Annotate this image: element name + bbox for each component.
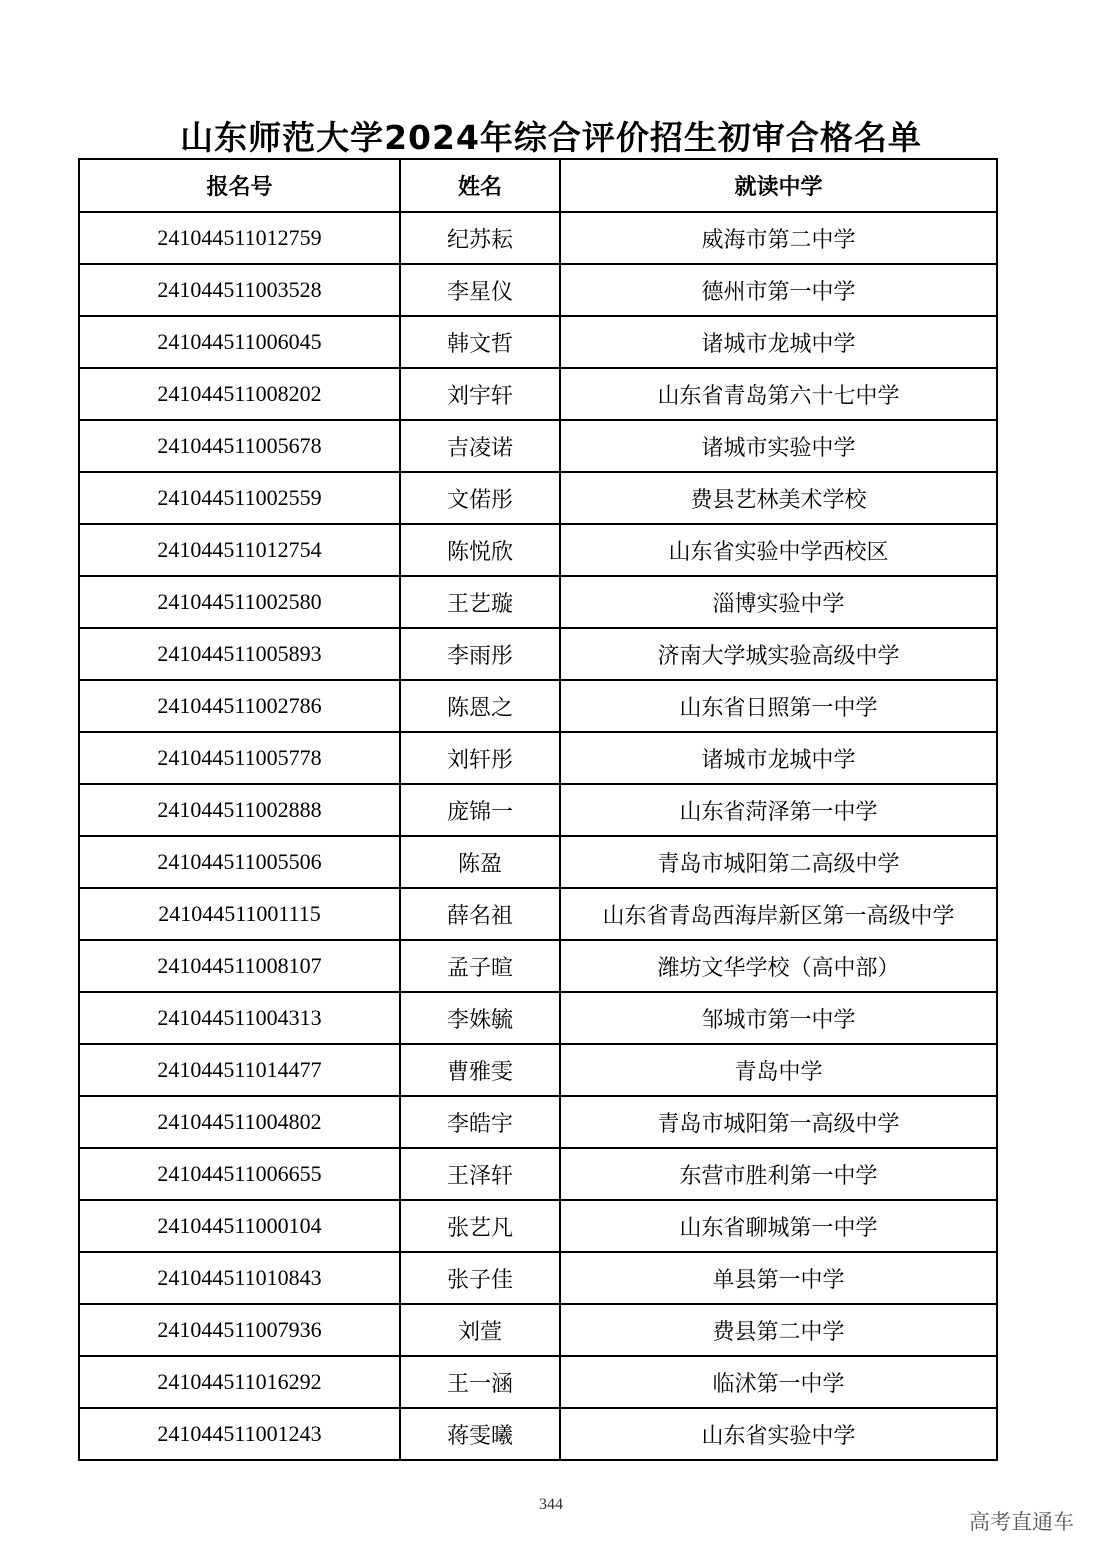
table-row: [79, 524, 997, 576]
table-row: [79, 316, 997, 368]
school-cell: 青岛市城阳第一高级中学: [560, 1096, 997, 1148]
registration-number-cell: 241044511005893: [79, 628, 400, 680]
school-cell: 费县第二中学: [560, 1304, 997, 1356]
registration-number-cell: 241044511006045: [79, 316, 400, 368]
table-row: [79, 1304, 997, 1356]
school-cell: 青岛市城阳第二高级中学: [560, 836, 997, 888]
school-cell: 潍坊文华学校（高中部）: [560, 940, 997, 992]
school-cell: 淄博实验中学: [560, 576, 997, 628]
table-row: [79, 1044, 997, 1096]
table-header-row: [79, 159, 997, 212]
table-row: [79, 940, 997, 992]
school-cell: 山东省菏泽第一中学: [560, 784, 997, 836]
student-name-cell: 曹雅雯: [400, 1044, 560, 1096]
student-name-cell: 王一涵: [400, 1356, 560, 1408]
registration-number-cell: 241044511002580: [79, 576, 400, 628]
student-name-cell: 李雨彤: [400, 628, 560, 680]
header-name: 姓名: [400, 159, 560, 212]
school-cell: 邹城市第一中学: [560, 992, 997, 1044]
school-cell: 山东省日照第一中学: [560, 680, 997, 732]
student-name-cell: 王艺璇: [400, 576, 560, 628]
student-name-cell: 张子佳: [400, 1252, 560, 1304]
registration-number-cell: 241044511005778: [79, 732, 400, 784]
registration-number-cell: 241044511014477: [79, 1044, 400, 1096]
table-row: [79, 1200, 997, 1252]
student-name-cell: 刘宇轩: [400, 368, 560, 420]
student-name-cell: 蒋雯曦: [400, 1408, 560, 1460]
table-row: [79, 992, 997, 1044]
watermark: 高考直通车: [969, 1510, 1074, 1534]
registration-number-cell: 241044511003528: [79, 264, 400, 316]
table-row: [79, 212, 997, 264]
registration-number-cell: 241044511012754: [79, 524, 400, 576]
school-cell: 山东省实验中学: [560, 1408, 997, 1460]
table-row: [79, 836, 997, 888]
registration-number-cell: 241044511001115: [79, 888, 400, 940]
student-name-cell: 李姝毓: [400, 992, 560, 1044]
school-cell: 单县第一中学: [560, 1252, 997, 1304]
student-name-cell: 庞锦一: [400, 784, 560, 836]
table-row: [79, 1096, 997, 1148]
registration-number-cell: 241044511004313: [79, 992, 400, 1044]
header-registration-number: 报名号: [79, 159, 400, 212]
registration-number-cell: 241044511000104: [79, 1200, 400, 1252]
table-row: [79, 1252, 997, 1304]
admission-table: [78, 158, 998, 1461]
student-name-cell: 陈恩之: [400, 680, 560, 732]
table-row: [79, 472, 997, 524]
student-name-cell: 李皓宇: [400, 1096, 560, 1148]
student-name-cell: 孟子暄: [400, 940, 560, 992]
page-title: 山东师范大学2024年综合评价招生初审合格名单: [180, 118, 922, 157]
school-cell: 威海市第二中学: [560, 212, 997, 264]
registration-number-cell: 241044511004802: [79, 1096, 400, 1148]
student-name-cell: 王泽轩: [400, 1148, 560, 1200]
table-body: [79, 212, 997, 1460]
school-cell: 东营市胜利第一中学: [560, 1148, 997, 1200]
student-name-cell: 薛名祖: [400, 888, 560, 940]
table-row: [79, 784, 997, 836]
table-row: [79, 264, 997, 316]
table-row: [79, 680, 997, 732]
table-row: [79, 1356, 997, 1408]
table-row: [79, 628, 997, 680]
registration-number-cell: 241044511002559: [79, 472, 400, 524]
student-name-cell: 吉凌诺: [400, 420, 560, 472]
school-cell: 山东省青岛第六十七中学: [560, 368, 997, 420]
registration-number-cell: 241044511001243: [79, 1408, 400, 1460]
student-name-cell: 李星仪: [400, 264, 560, 316]
student-name-cell: 文偌彤: [400, 472, 560, 524]
student-name-cell: 陈盈: [400, 836, 560, 888]
school-cell: 济南大学城实验高级中学: [560, 628, 997, 680]
school-cell: 诸城市实验中学: [560, 420, 997, 472]
registration-number-cell: 241044511005678: [79, 420, 400, 472]
school-cell: 青岛中学: [560, 1044, 997, 1096]
table-row: [79, 888, 997, 940]
table-row: [79, 576, 997, 628]
school-cell: 山东省聊城第一中学: [560, 1200, 997, 1252]
student-name-cell: 纪苏耘: [400, 212, 560, 264]
student-name-cell: 刘萱: [400, 1304, 560, 1356]
school-cell: 山东省实验中学西校区: [560, 524, 997, 576]
page-number: 344: [539, 1496, 563, 1513]
student-name-cell: 韩文哲: [400, 316, 560, 368]
registration-number-cell: 241044511012759: [79, 212, 400, 264]
registration-number-cell: 241044511002888: [79, 784, 400, 836]
school-cell: 费县艺林美术学校: [560, 472, 997, 524]
registration-number-cell: 241044511008202: [79, 368, 400, 420]
registration-number-cell: 241044511010843: [79, 1252, 400, 1304]
registration-number-cell: 241044511002786: [79, 680, 400, 732]
school-cell: 诸城市龙城中学: [560, 732, 997, 784]
registration-number-cell: 241044511006655: [79, 1148, 400, 1200]
student-name-cell: 刘轩彤: [400, 732, 560, 784]
student-name-cell: 陈悦欣: [400, 524, 560, 576]
header-school: 就读中学: [560, 159, 997, 212]
registration-number-cell: 241044511008107: [79, 940, 400, 992]
school-cell: 临沭第一中学: [560, 1356, 997, 1408]
student-name-cell: 张艺凡: [400, 1200, 560, 1252]
table-row: [79, 420, 997, 472]
table-row: [79, 1408, 997, 1460]
table-row: [79, 368, 997, 420]
school-cell: 山东省青岛西海岸新区第一高级中学: [560, 888, 997, 940]
table-row: [79, 732, 997, 784]
school-cell: 诸城市龙城中学: [560, 316, 997, 368]
school-cell: 德州市第一中学: [560, 264, 997, 316]
registration-number-cell: 241044511016292: [79, 1356, 400, 1408]
registration-number-cell: 241044511005506: [79, 836, 400, 888]
table-row: [79, 1148, 997, 1200]
registration-number-cell: 241044511007936: [79, 1304, 400, 1356]
